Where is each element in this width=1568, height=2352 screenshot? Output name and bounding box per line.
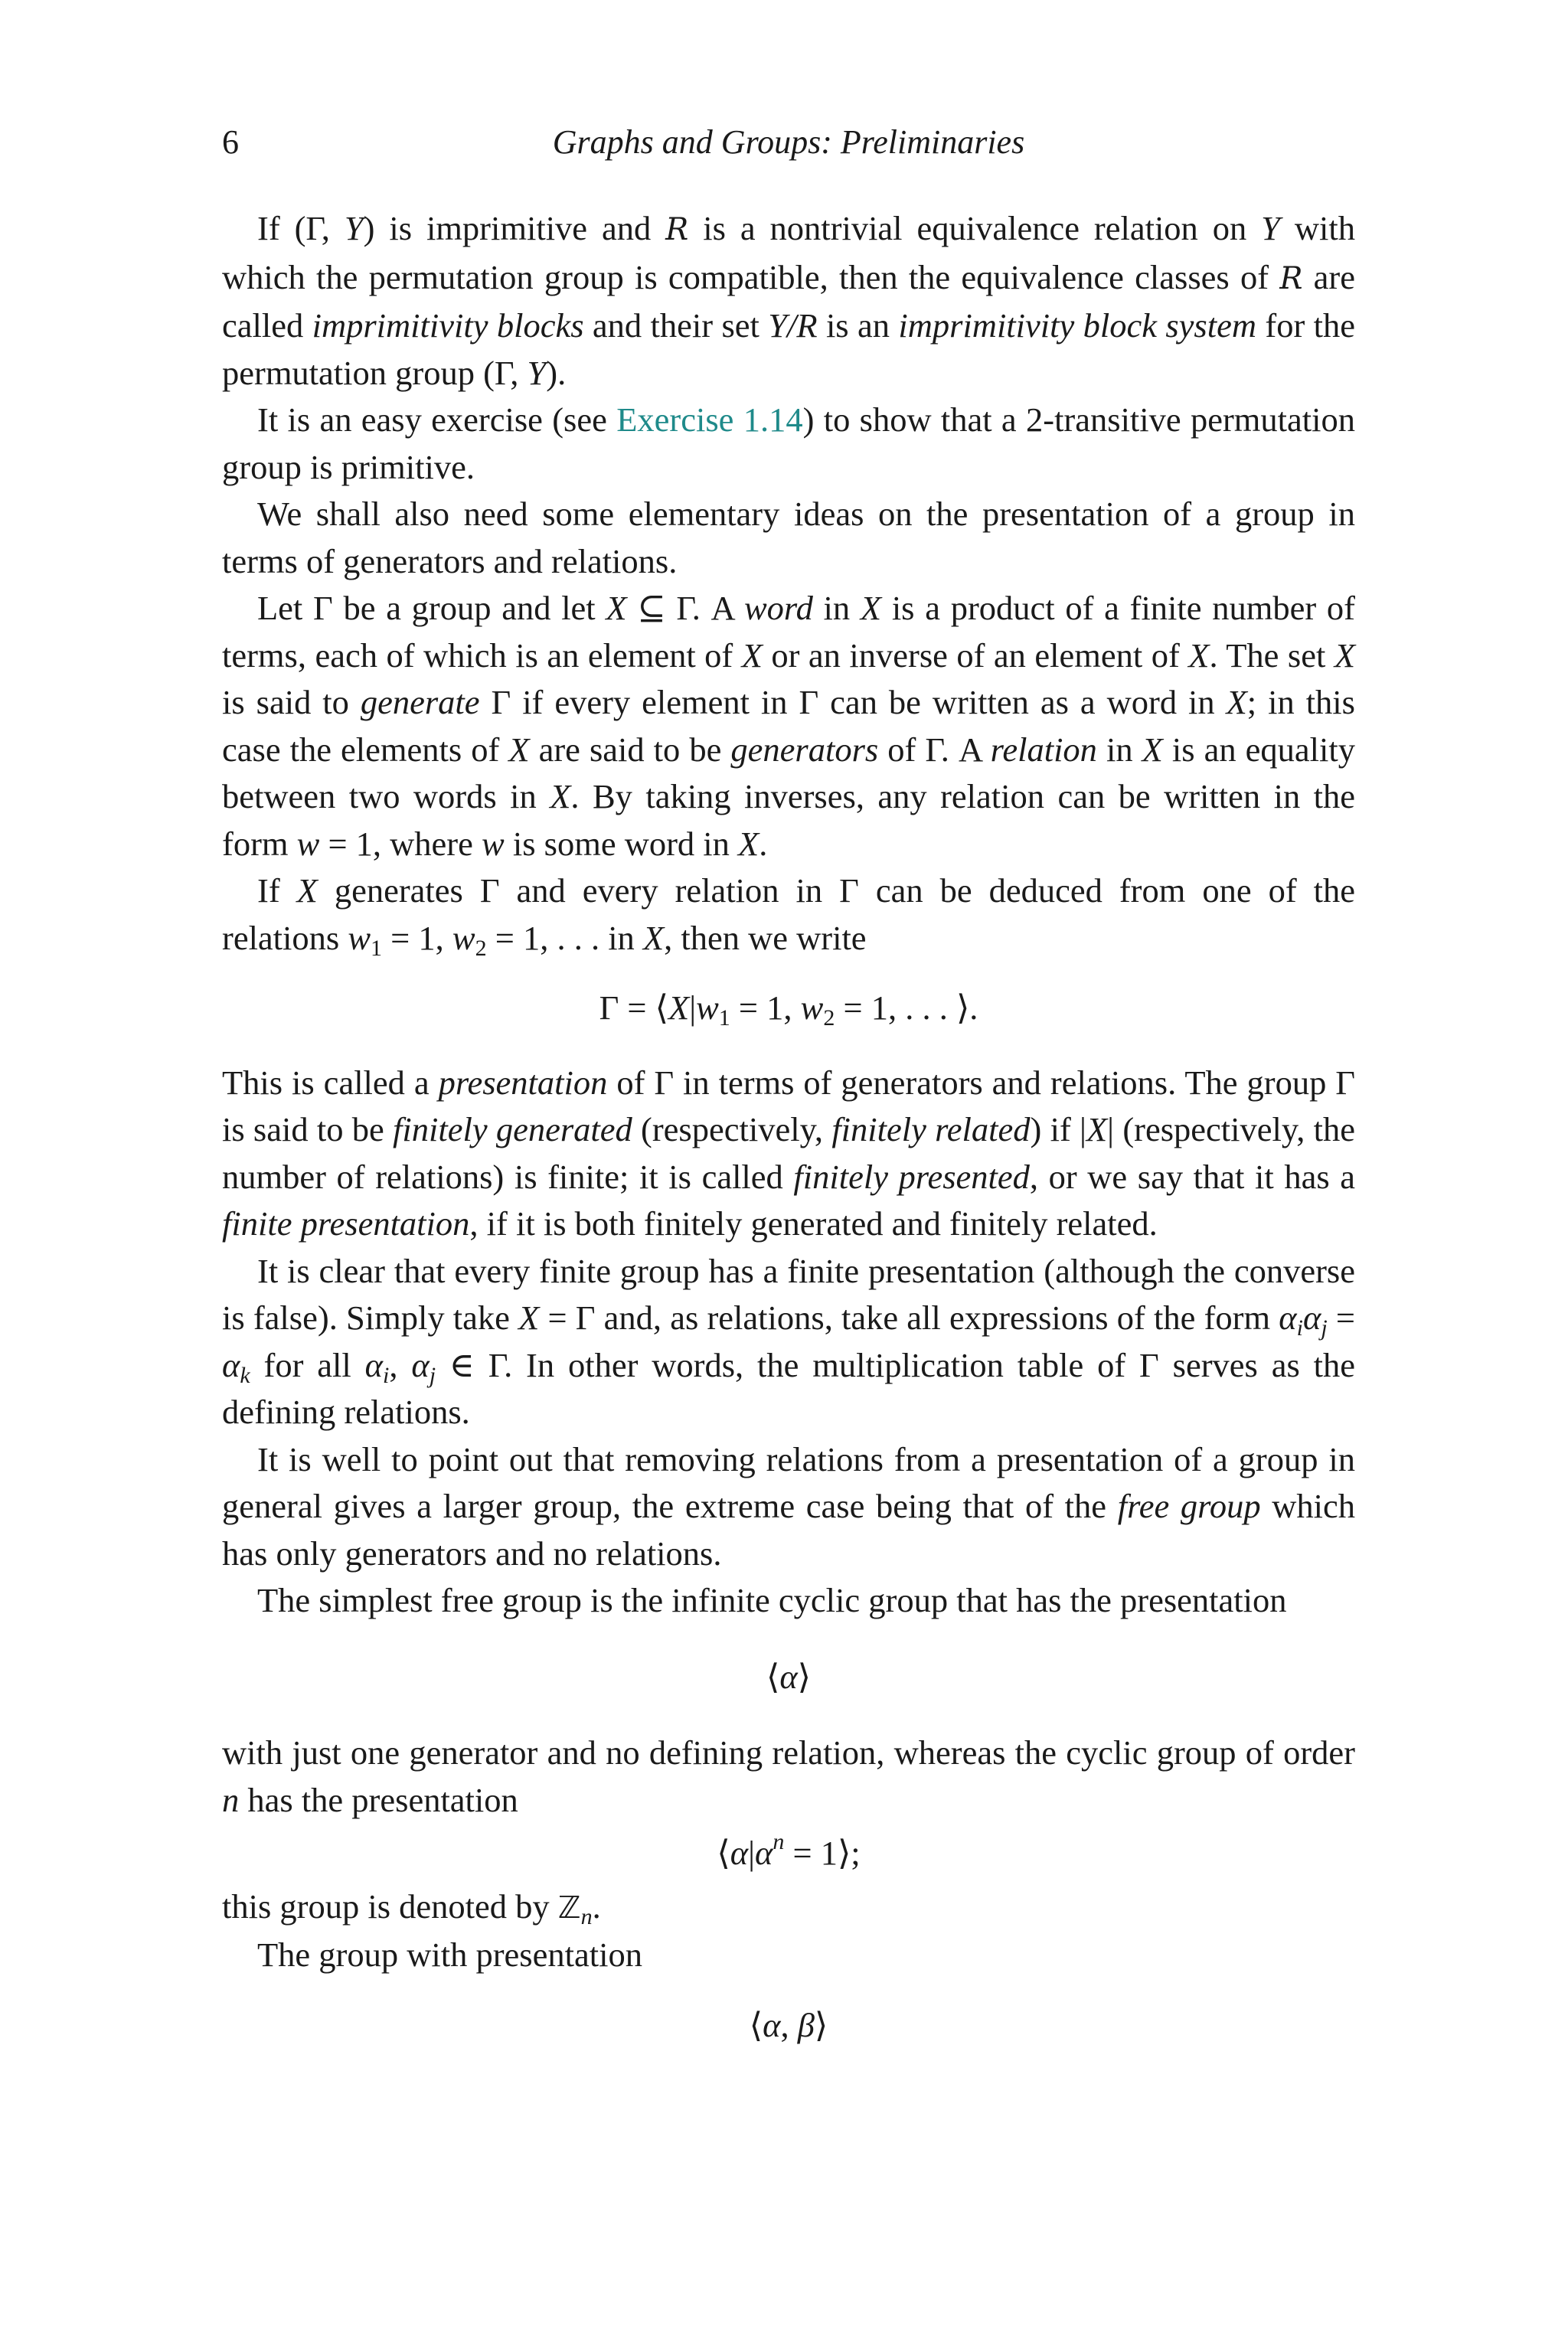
term-imprimitivity-blocks: imprimitivity blocks — [312, 306, 584, 345]
page-header — [222, 122, 1355, 168]
page-number: 6 — [222, 123, 239, 161]
paragraph-finitely-presented: This is called a presentation of Γ in terms of generators and relations. The group Γ is said to be finitely generated (respectively, finitely related) if |X| (respectively, the number of relations) is finite; it is called finitely presented, or we say that it has a finite presentation, if it is both finitely generated and finitely related. — [222, 1063, 1355, 1243]
page-body — [222, 205, 1355, 2049]
paragraph-free-group: It is well to point out that removing relations from a presentation of a group in general gives a larger group, the extreme case being that of the free group which has only generators and no relations. — [222, 1439, 1355, 1573]
term-imprimitivity-block-system: imprimitivity block system — [898, 306, 1257, 345]
exercise-link[interactable]: Exercise 1.14 — [616, 400, 803, 439]
paragraph-finite-group: It is clear that every finite group has a finite presentation (although the converse is false). Simply take X = Γ and, as relations, take all expressions of the form $\alpha_i\alpha_j = \alpha_k$ for all $\alpha_i$, $\alpha_j$ ∈ Γ. In other words, the multiplication table of Γ serves as the defining relations. — [222, 1251, 1355, 1431]
paragraph-infinite-cyclic: The simplest free group is the infinite cyclic group that has the presentation — [257, 1581, 1287, 1619]
equation-cyclic-order-n: $⟨\alpha|\alpha^n$ = 1⟩; — [717, 1829, 861, 1872]
paragraph-cyclic-order-n: with just one generator and no defining relation, whereas the cyclic group of order n has the presentation — [222, 1733, 1355, 1819]
paragraph-exercise: It is an easy exercise (see Exercise 1.14) to show that a 2-transitive permutation group is primitive. — [222, 400, 1355, 486]
paragraph-group-with-presentation: The group with presentation — [257, 1936, 642, 1974]
paragraph-word-definition: Let Γ be a group and let X ⊆ Γ. A word in X is a product of a finite number of terms, each of which is an element of X or an inverse of an element of X. The set X is said to generate Γ if every element in Γ can be written as a word in X; in this case the elements of X are said to be generators of Γ. A relation in X is an equality between two words in X. By taking inverses, any relation can be written in the form w = 1, where w is some word in X. — [222, 589, 1356, 863]
term-word: word — [743, 589, 813, 627]
term-generators: generators — [730, 730, 879, 769]
term-presentation: presentation — [438, 1063, 608, 1102]
term-finitely-presented: finitely presented — [793, 1157, 1030, 1196]
paragraph-denoted-zn: this group is denoted by ℤ$_n$. — [222, 1886, 601, 1929]
paragraph-generates: If X generates Γ and every relation in Γ can be deduced from one of the relations $w_1 = 1$, $w_2 = 1$, . . . in X, then we write — [222, 871, 1356, 961]
term-free-group: free group — [1117, 1487, 1261, 1525]
equation-group-presentation: $\Gamma = ⟨X|w_1 = 1$, $w_2 = 1$, . . . ⟩. — [599, 988, 978, 1031]
equation-infinite-cyclic: ⟨α⟩ — [766, 1657, 812, 1696]
equation-two-generators: ⟨α, β⟩ — [749, 2005, 828, 2044]
term-finitely-related: finitely related — [831, 1110, 1031, 1148]
term-generate: generate — [360, 683, 480, 721]
paragraph-presentation-intro: We shall also need some elementary ideas on the presentation of a group in terms of generators and relations. — [222, 495, 1355, 580]
term-relation: relation — [990, 730, 1097, 769]
term-finite-presentation: finite presentation — [222, 1204, 470, 1243]
term-finitely-generated: finitely generated — [393, 1110, 632, 1148]
paragraph-imprimitivity: If (Γ, Y) is imprimitive and R is a nontrivial equivalence relation on Y with which the permutation group is compatible, then the equivalence classes of R are called imprimitivity blocks and their set Y/R is an imprimitivity block system for the permutation group (Γ, Y). — [222, 209, 1356, 392]
running-title: Graphs and Groups: Preliminaries — [552, 123, 1025, 161]
